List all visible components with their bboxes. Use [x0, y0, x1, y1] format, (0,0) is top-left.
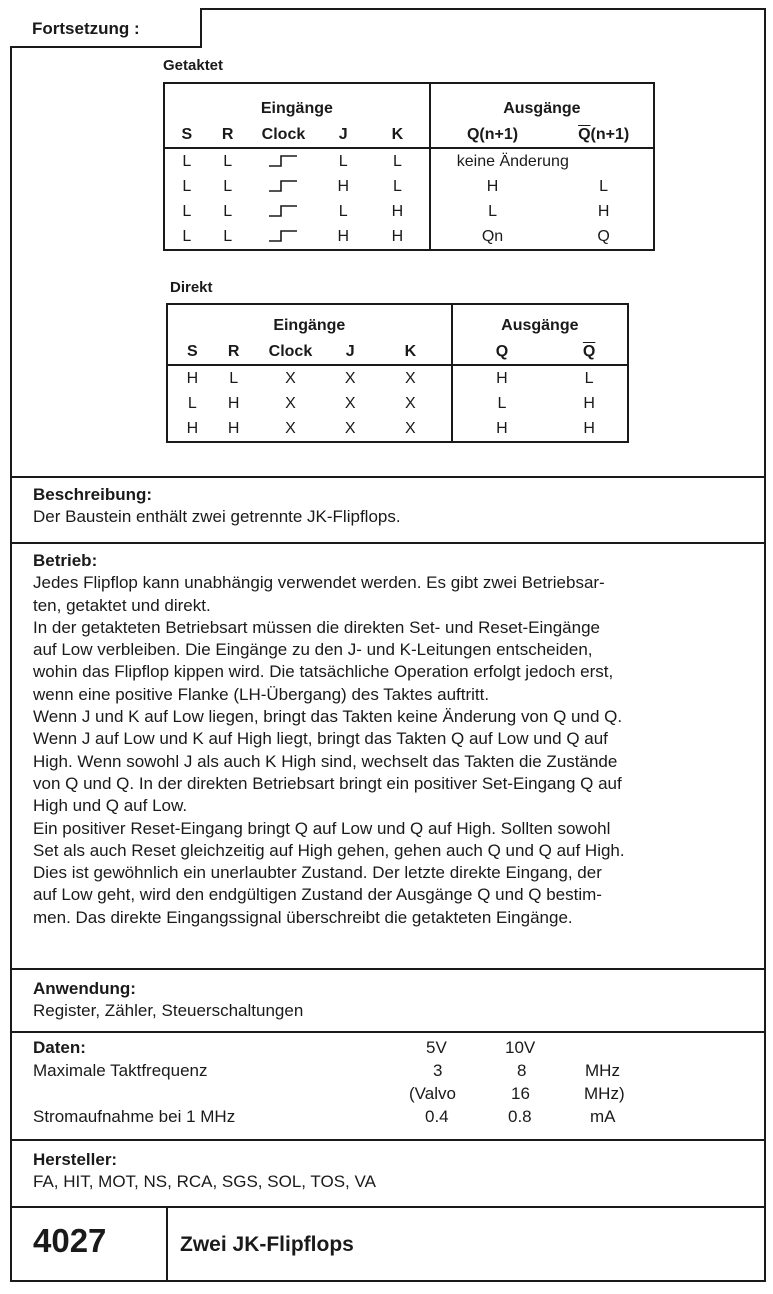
col-s: S	[167, 339, 217, 365]
beschreibung-heading: Beschreibung:	[33, 485, 153, 504]
cell-keine-aenderung: keine Änderung	[456, 152, 569, 170]
betrieb-line: auf Low geht, wird den endgültigen Zustand der Ausgänge Q und Q bestim-	[33, 885, 602, 905]
cell-j: L	[338, 202, 348, 220]
daten-row	[33, 1084, 745, 1107]
cell-r: H	[227, 394, 240, 412]
cell-q-bar: H	[597, 202, 610, 220]
betrieb-line: men. Das direkte Eingangssignal überschreibt die getakteten Eingänge.	[33, 907, 573, 927]
anwendung-text: Register, Zähler, Steuerschaltungen	[33, 1001, 304, 1021]
betrieb-line: High. Wenn sowohl J als auch K High sind, wechselt das Takten die Zustände	[33, 751, 618, 771]
cell-s: L	[182, 152, 192, 170]
daten-unit: mA	[590, 1107, 616, 1126]
divider	[10, 542, 766, 544]
cell-k: X	[370, 416, 452, 442]
footer-divider	[166, 1208, 168, 1282]
cell-j: X	[344, 419, 356, 437]
cell-j: L	[338, 152, 348, 170]
col-j: J	[320, 122, 366, 148]
col-clock: Clock	[251, 339, 331, 365]
betrieb-section	[33, 550, 745, 929]
betrieb-line: In der getakteten Betriebsart müssen die direkten Set- und Reset-Eingänge	[33, 617, 601, 637]
col-clock: Clock	[247, 122, 321, 148]
betrieb-line: auf Low verbleiben. Die Eingänge zu den J- und K-Leitungen entscheiden,	[33, 640, 593, 660]
cell-s: L	[182, 202, 192, 220]
daten-10v-value: 0.8	[508, 1107, 532, 1126]
cell-s: H	[186, 419, 199, 437]
q-bar-next-label: $\overline{Q}(n+1)$	[578, 125, 630, 143]
cell-j: X	[344, 394, 356, 412]
outputs-group-label: Ausgänge	[501, 317, 579, 334]
cell-r: L	[223, 227, 233, 245]
cell-clock: X	[285, 394, 296, 412]
col-5v: 5V	[426, 1038, 447, 1057]
col-k: K	[366, 122, 430, 148]
rising-edge-icon	[268, 179, 298, 193]
cell-q: H	[496, 419, 508, 437]
betrieb-line: wenn eine positive Flanke (LH-Übergang) des Taktes auftritt.	[33, 684, 490, 704]
cell-clock: X	[285, 369, 296, 387]
divider	[10, 476, 766, 478]
daten-unit: MHz	[585, 1061, 620, 1080]
hersteller-text: FA, HIT, MOT, NS, RCA, SGS, SOL, TOS, VA	[33, 1172, 376, 1192]
getaktet-truth-table	[163, 82, 655, 251]
daten-row	[33, 1107, 745, 1130]
divider	[10, 968, 766, 970]
betrieb-line: Jedes Flipflop kann unabhängig verwendet werden. Es gibt zwei Betriebsar-	[33, 573, 605, 593]
cell-clock	[247, 199, 321, 224]
cell-r: L	[223, 177, 233, 195]
direkt-title: Direkt	[170, 279, 213, 296]
divider	[10, 1206, 766, 1208]
outputs-group-label: Ausgänge	[503, 100, 581, 117]
cell-clock: X	[285, 419, 296, 437]
cell-q-bar: H	[583, 419, 595, 437]
betrieb-line: wohin das Flipflop kippen wird. Die tatsächliche Operation erfolgt jedoch erst,	[33, 662, 614, 682]
hersteller-heading: Hersteller:	[33, 1150, 118, 1169]
divider	[10, 1031, 766, 1033]
cell-s: L	[182, 227, 192, 245]
daten-10v-value: 16	[511, 1084, 530, 1103]
cell-q-bar: L	[599, 177, 609, 195]
cell-q: L	[497, 394, 507, 412]
part-title: Zwei JK-Flipflops	[180, 1233, 354, 1256]
cell-j: H	[337, 227, 350, 245]
cell-r: L	[223, 152, 233, 170]
col-10v: 10V	[505, 1038, 536, 1057]
betrieb-line: Wenn J auf Low und K auf High liegt, bringt das Takten Q auf Low und Q auf	[33, 729, 608, 749]
continuation-tab: Fortsetzung :	[10, 8, 202, 48]
daten-5v-value: 0.4	[425, 1107, 449, 1126]
cell-k: H	[366, 199, 430, 224]
daten-header-row	[33, 1038, 745, 1061]
beschreibung-text: Der Baustein enthält zwei getrennte JK-Flipflops.	[33, 507, 401, 527]
daten-row	[33, 1061, 745, 1084]
hersteller-section	[33, 1149, 745, 1194]
cell-s: H	[186, 369, 199, 387]
part-number: 4027	[33, 1222, 107, 1259]
betrieb-line: High und Q auf Low.	[33, 796, 188, 816]
cell-q-bar: Q	[597, 227, 610, 245]
col-k: K	[370, 339, 452, 365]
betrieb-heading: Betrieb:	[33, 551, 98, 570]
inputs-group-label: Eingänge	[164, 83, 430, 122]
daten-5v-value: (Valvo	[409, 1084, 456, 1103]
betrieb-line: ten, getaktet und direkt.	[33, 595, 211, 615]
divider	[10, 1139, 766, 1141]
cell-r: L	[229, 369, 239, 387]
rising-edge-icon	[268, 229, 298, 243]
daten-label: Stromaufnahme bei 1 MHz	[33, 1107, 236, 1126]
col-j: J	[330, 339, 370, 365]
cell-j: H	[337, 177, 350, 195]
daten-unit: MHz)	[584, 1084, 625, 1103]
rising-edge-icon	[268, 204, 298, 218]
cell-s: L	[182, 177, 192, 195]
q-bar-symbol: $\overline{Q}$	[578, 125, 591, 143]
col-s: S	[164, 122, 209, 148]
daten-label: Maximale Taktfrequenz	[33, 1061, 208, 1080]
betrieb-line: Dies ist gewöhnlich ein unerlaubter Zustand. Der letzte direkte Eingang, der	[33, 863, 602, 883]
cell-k: L	[366, 174, 430, 199]
daten-10v-value: 8	[517, 1061, 527, 1080]
cell-q-bar: H	[583, 394, 595, 412]
cell-q: H	[486, 177, 499, 195]
cell-j: X	[344, 369, 356, 387]
getaktet-title: Getaktet	[163, 57, 224, 74]
daten-5v-value: 3	[433, 1061, 443, 1080]
cell-q: L	[488, 202, 497, 220]
cell-r: L	[223, 202, 233, 220]
cell-k: H	[366, 224, 430, 250]
betrieb-line: Set als auch Reset gleichzeitig auf High gehen, gehen auch Q und Q auf High.	[33, 840, 625, 860]
cell-q: H	[496, 369, 508, 387]
rising-edge-icon	[268, 154, 298, 168]
cell-k: L	[366, 148, 430, 174]
cell-k: X	[370, 391, 452, 416]
col-r: R	[217, 339, 251, 365]
beschreibung-section	[33, 484, 745, 529]
anwendung-section	[33, 978, 745, 1023]
daten-heading: Daten:	[33, 1038, 86, 1057]
cell-k: X	[370, 365, 452, 391]
cell-clock	[247, 224, 321, 250]
col-q-bar: $\overline{Q}$	[551, 339, 628, 365]
anwendung-heading: Anwendung:	[33, 979, 136, 998]
cell-r: H	[227, 419, 240, 437]
betrieb-line: Wenn J und K auf Low liegen, bringt das Takten keine Änderung von Q und Q.	[33, 707, 623, 727]
col-q-bar-next	[554, 122, 654, 148]
col-q: Q	[452, 339, 552, 365]
cell-s: L	[187, 394, 197, 412]
daten-section	[33, 1038, 745, 1130]
direkt-truth-table	[166, 303, 629, 443]
cell-q-bar: L	[584, 369, 594, 387]
betrieb-line: Ein positiver Reset-Eingang bringt Q auf Low und Q auf High. Sollten sowohl	[33, 818, 611, 838]
betrieb-line: von Q und Q. In der direkten Betriebsart bringt ein positiver Set-Eingang Q auf	[33, 773, 622, 793]
col-r: R	[209, 122, 247, 148]
cell-clock	[247, 148, 321, 174]
inputs-group-label: Eingänge	[167, 304, 452, 339]
cell-clock	[247, 174, 321, 199]
cell-q: Qn	[481, 227, 504, 245]
col-q-next: Q(n+1)	[430, 122, 555, 148]
